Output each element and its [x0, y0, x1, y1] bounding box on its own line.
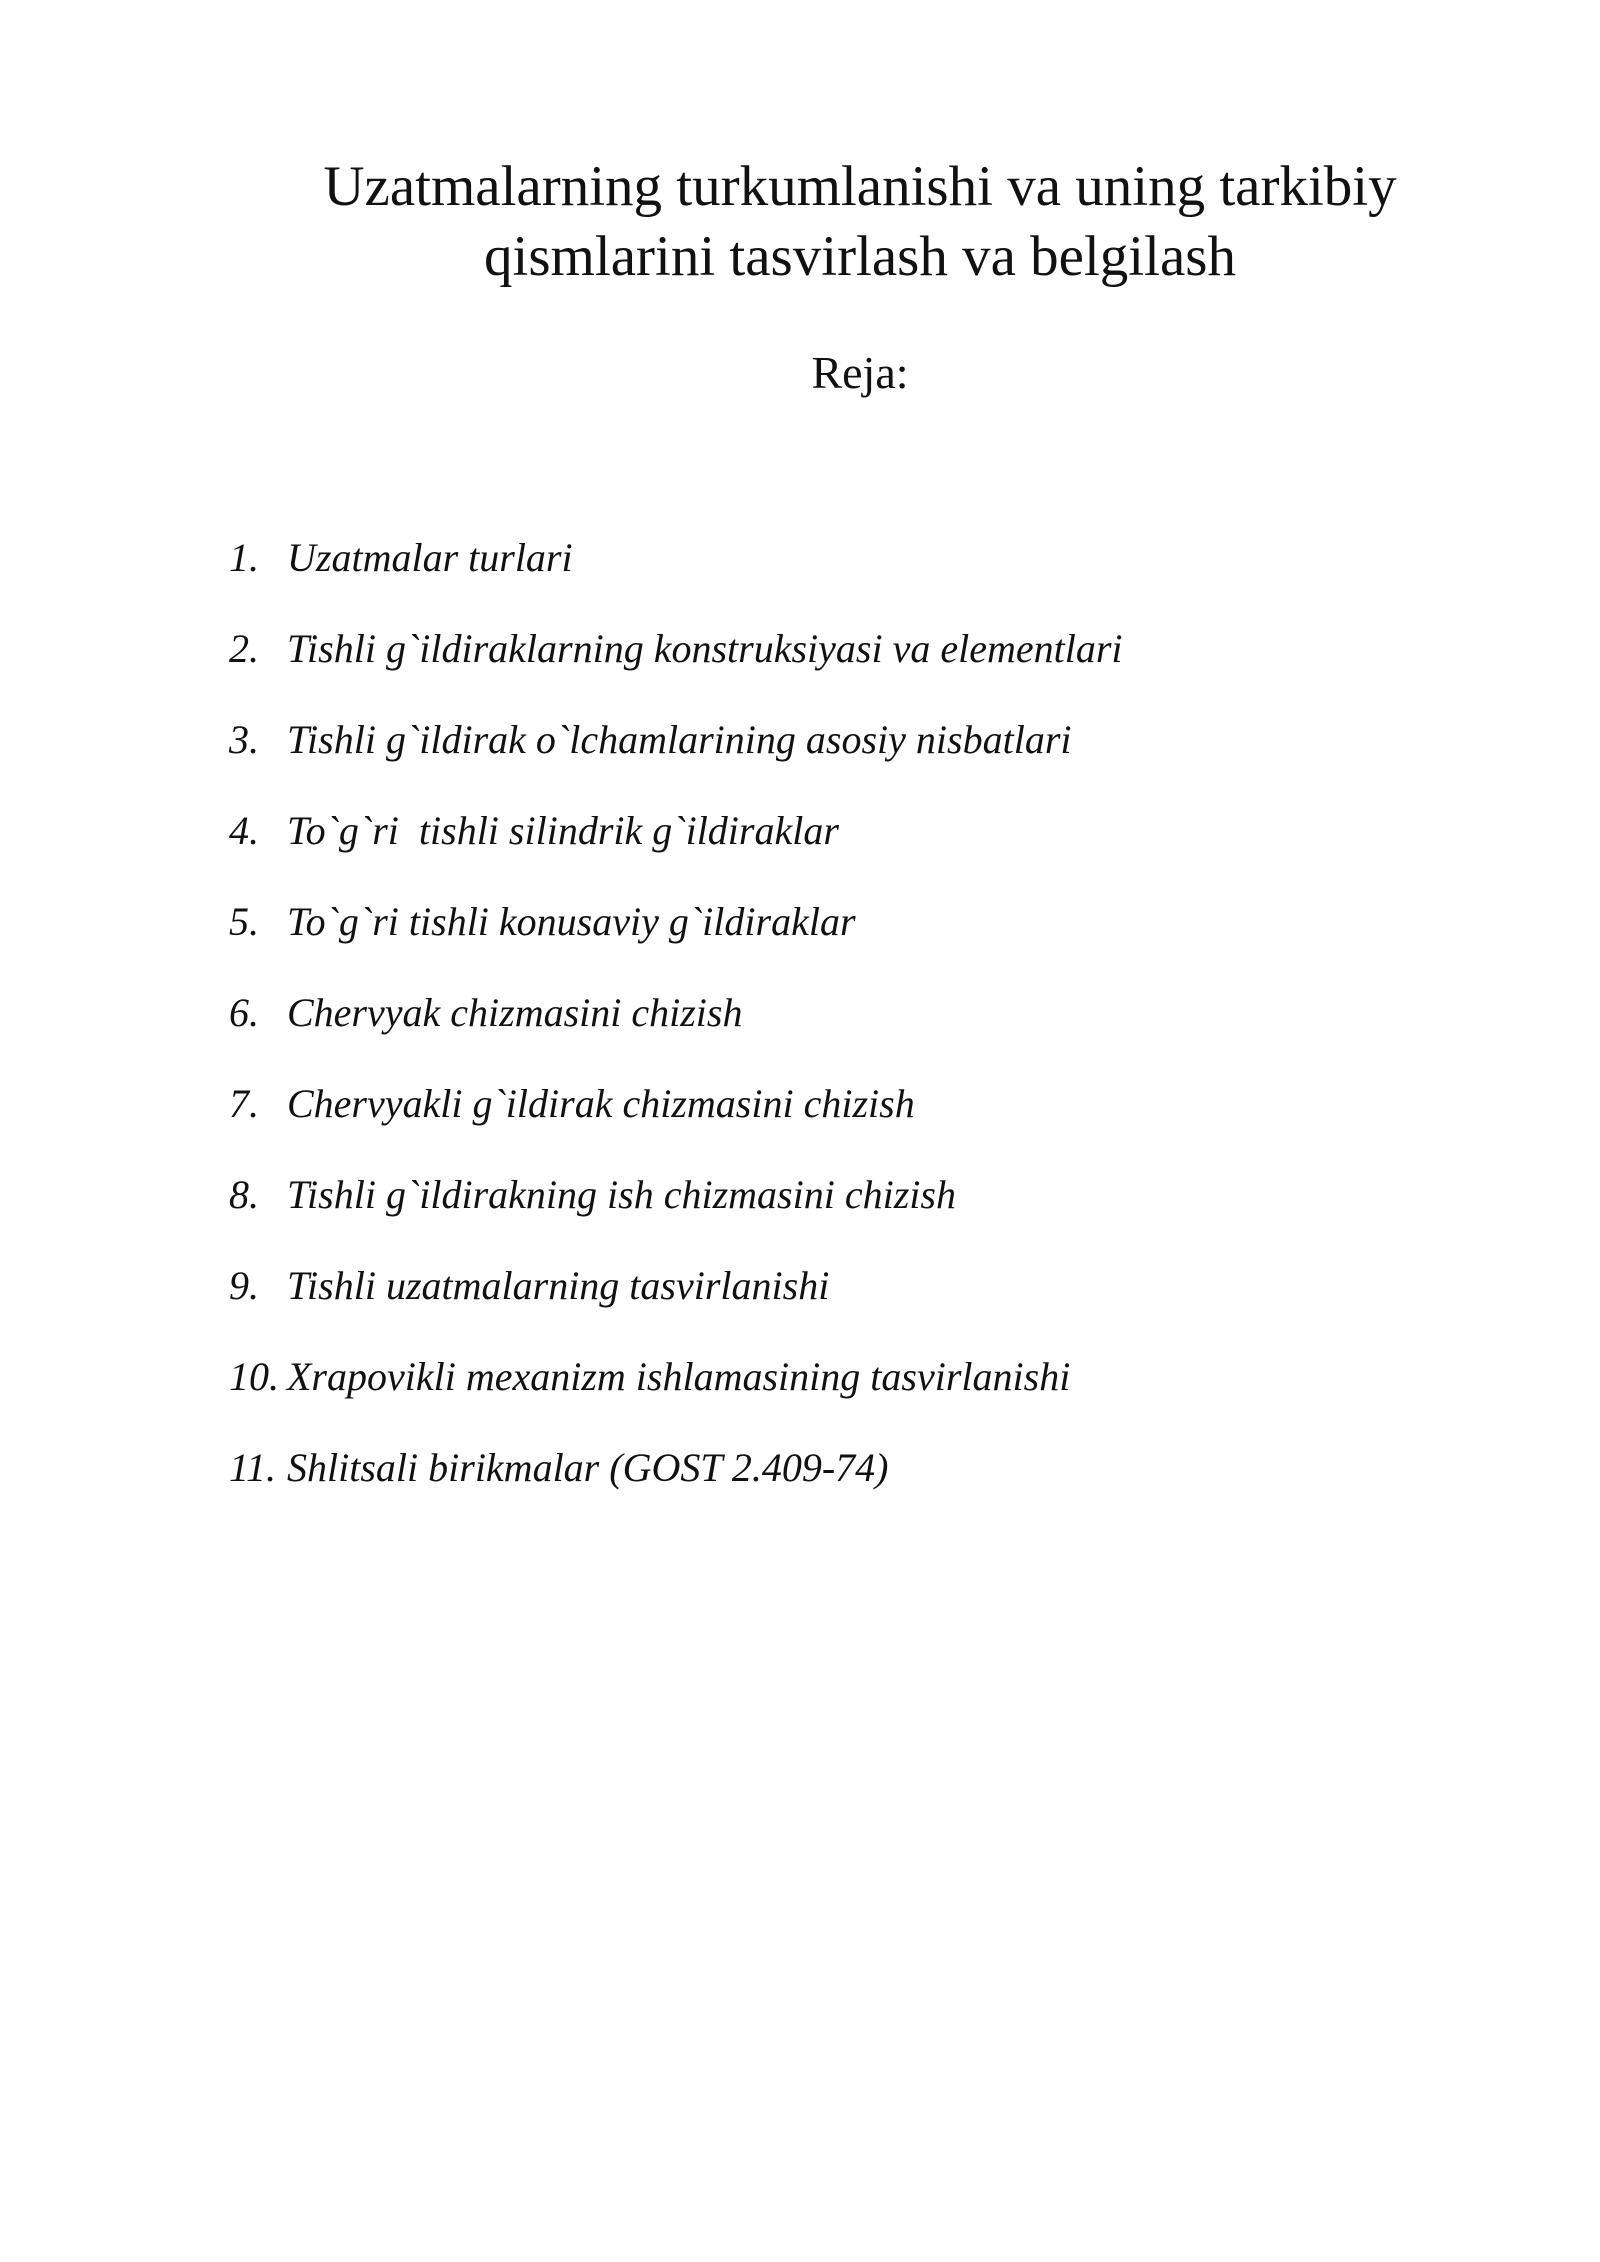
document-title [260, 152, 1460, 292]
plan-heading: Reja: [811, 347, 909, 398]
plan-item-text: To`g`ri tishli silindrik g`ildiraklar [287, 808, 839, 853]
plan-item-text: Chervyakli g`ildirak chizmasini chizish [287, 1081, 915, 1126]
plan-item-2 [229, 616, 1123, 707]
plan-item-text: Tishli g`ildirak o`lchamlarining asosiy nisbatlari [287, 717, 1072, 762]
plan-item-number: 11. [229, 1445, 277, 1490]
plan-item-text: Uzatmalar turlari [287, 535, 573, 580]
plan-item-text: Chervyak chizmasini chizish [287, 990, 743, 1035]
plan-item-11 [229, 1435, 1123, 1526]
plan-item-text: Shlitsali birikmalar (GOST 2.409-74) [287, 1445, 889, 1490]
plan-item-number: 8. [229, 1172, 259, 1217]
plan-item-6 [229, 980, 1123, 1071]
plan-list [229, 525, 1123, 1526]
plan-item-number: 10. [229, 1354, 279, 1399]
plan-item-number: 9. [229, 1263, 259, 1308]
plan-item-number: 3. [229, 717, 259, 762]
plan-item-text: To`g`ri tishli konusaviy g`ildiraklar [287, 899, 856, 944]
plan-item-number: 5. [229, 899, 259, 944]
plan-item-number: 4. [229, 808, 259, 853]
plan-item-8 [229, 1162, 1123, 1253]
document-title-line-2: qismlarini tasvirlash va belgilash [484, 225, 1236, 288]
plan-item-text: Tishli g`ildirakning ish chizmasini chizish [287, 1172, 956, 1217]
plan-item-text: Tishli uzatmalarning tasvirlanishi [287, 1263, 830, 1308]
plan-item-text: Xrapovikli mexanizm ishlamasining tasvirlanishi [287, 1354, 1071, 1399]
plan-item-3 [229, 707, 1123, 798]
plan-item-4 [229, 798, 1123, 889]
plan-item-number: 7. [229, 1081, 259, 1126]
plan-item-number: 6. [229, 990, 259, 1035]
plan-item-text: Tishli g`ildiraklarning konstruksiyasi va elementlari [287, 626, 1123, 671]
plan-item-1 [229, 525, 1123, 616]
document-title-line-1: Uzatmalarning turkumlanishi va uning tarkibiy [323, 155, 1397, 218]
plan-item-number: 1. [229, 535, 259, 580]
plan-item-number: 2. [229, 626, 259, 671]
plan-item-5 [229, 889, 1123, 980]
plan-item-10 [229, 1344, 1123, 1435]
plan-item-7 [229, 1071, 1123, 1162]
plan-item-9 [229, 1253, 1123, 1344]
